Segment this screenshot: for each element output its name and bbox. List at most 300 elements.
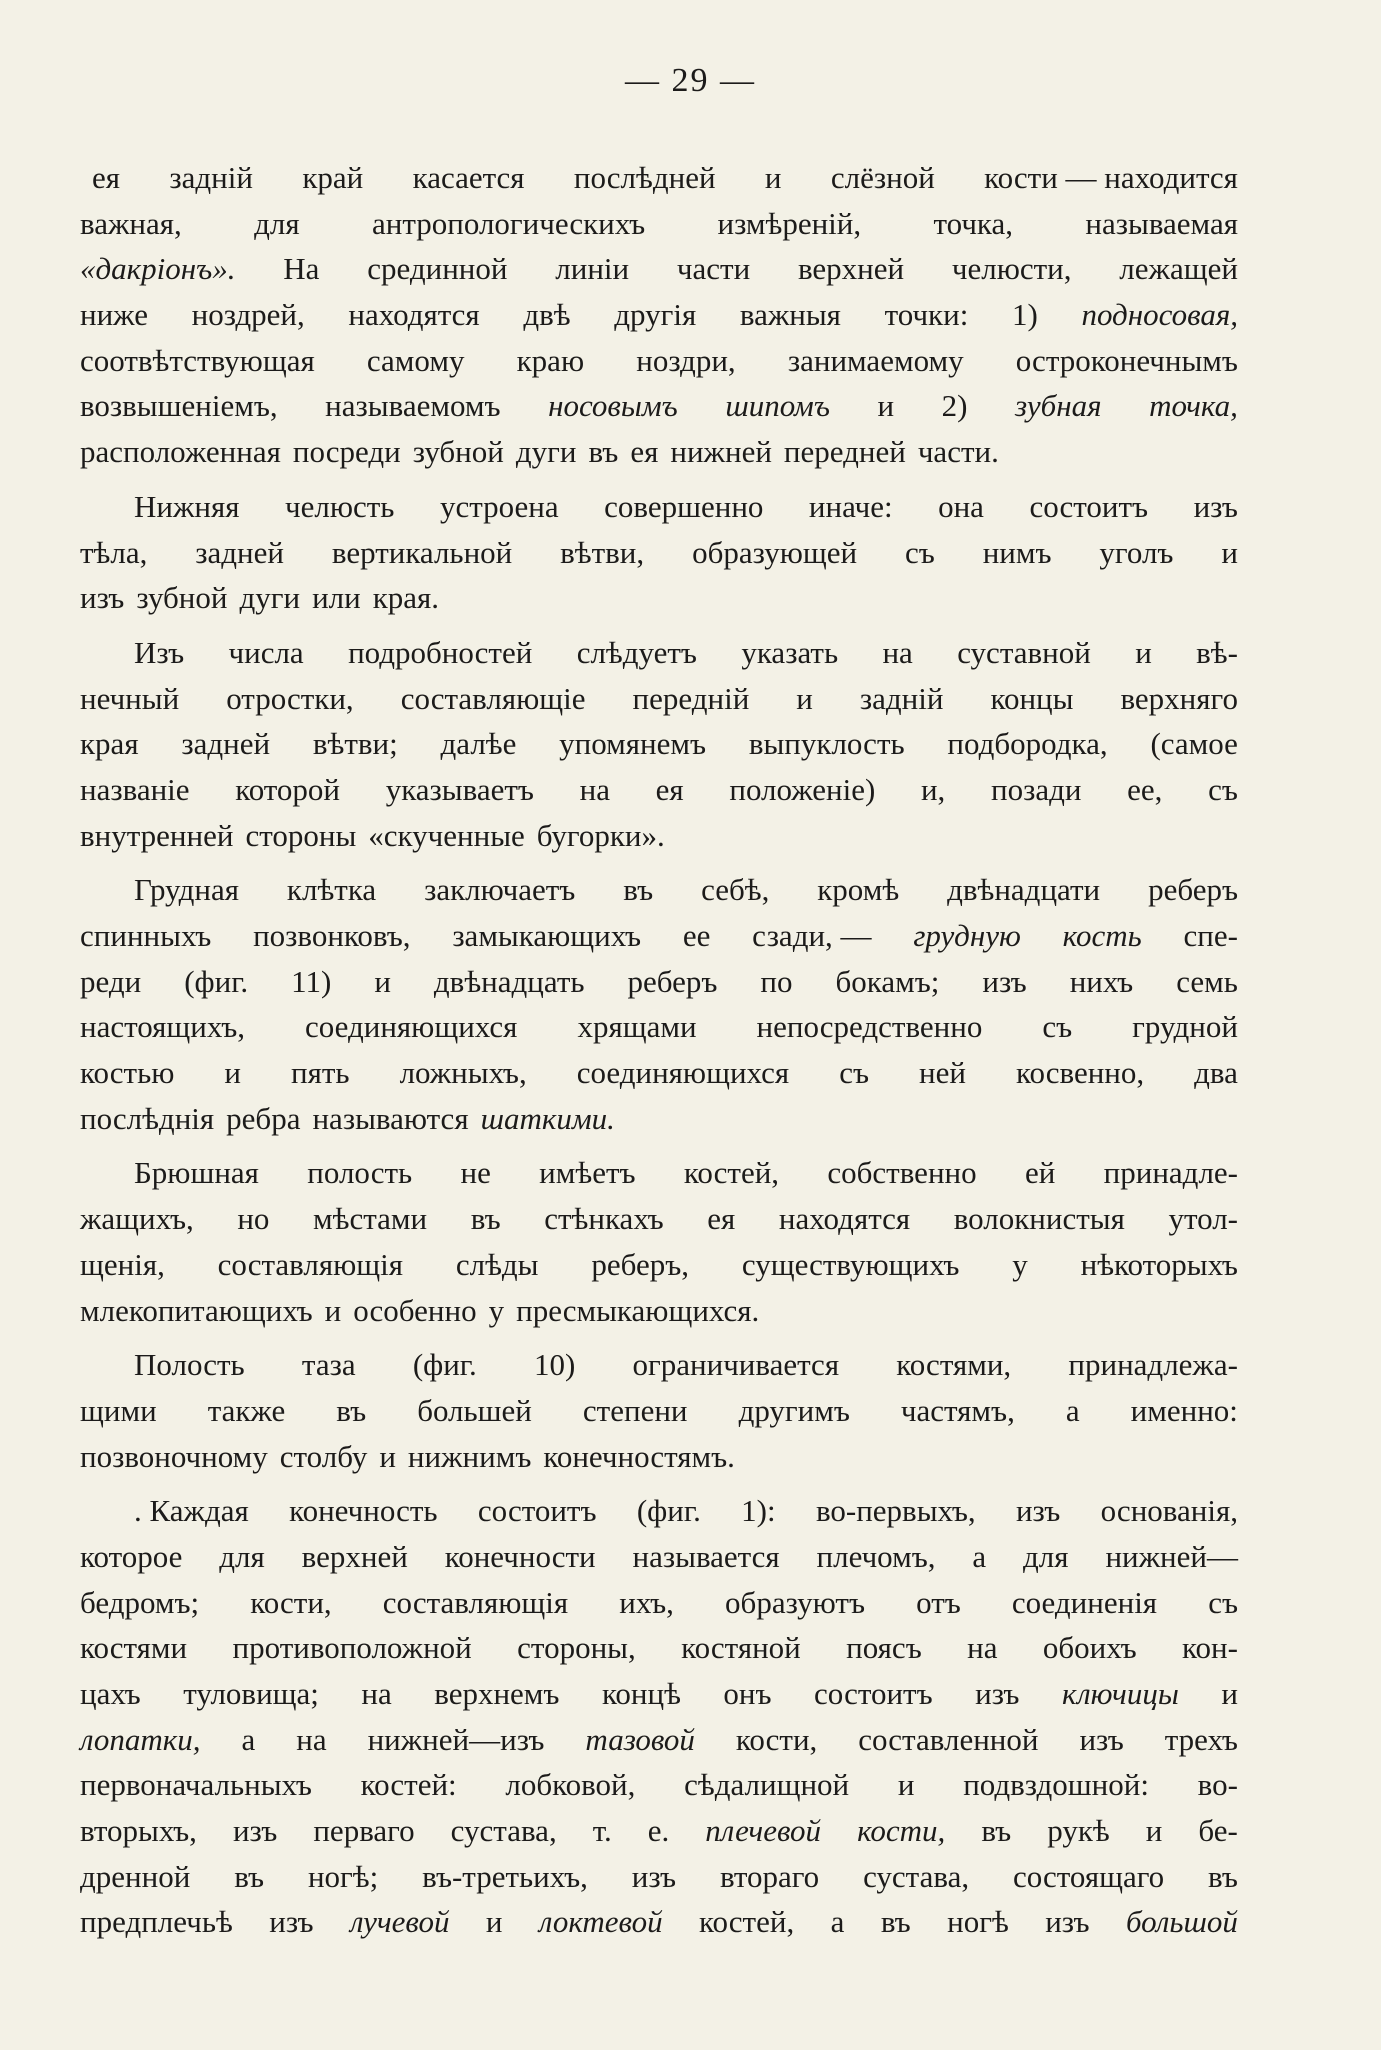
word: большей [417, 1392, 532, 1428]
word: касается [412, 160, 525, 195]
word: заключаетъ [424, 872, 576, 908]
word: для [254, 205, 300, 241]
word: составляющія [217, 1246, 404, 1282]
word: (фиг. [636, 1493, 701, 1529]
word: также [207, 1392, 286, 1428]
text-line [80, 1625, 1238, 1671]
word: посреди [292, 434, 401, 470]
word: нижней— [1105, 1538, 1238, 1574]
word: ключицы [1061, 1676, 1179, 1711]
text-line [80, 1854, 1238, 1900]
word: слѣдуетъ [576, 634, 697, 670]
word: «дакріонъ». [80, 251, 236, 287]
word: называется [632, 1538, 780, 1574]
word: конечностямъ. [543, 1438, 735, 1474]
word: на [296, 1721, 327, 1757]
word: но [237, 1201, 270, 1237]
word: зубной [412, 434, 504, 470]
word: ея [92, 160, 121, 195]
paragraph-gap [80, 1479, 1238, 1488]
word: въ [336, 1392, 367, 1428]
word: «скученные [368, 817, 525, 853]
text-line [80, 1899, 1238, 1945]
word: себѣ, [701, 872, 770, 908]
text-line [80, 913, 1238, 959]
text-line [80, 1388, 1238, 1434]
word: и [324, 1292, 342, 1328]
word: противоположной [232, 1630, 472, 1666]
text-line [80, 1096, 1238, 1142]
word: изъ [232, 1813, 278, 1849]
word: жащихъ, [80, 1201, 194, 1237]
text-line [80, 959, 1238, 1005]
word: имѣетъ [539, 1155, 636, 1191]
word: (самое [1150, 726, 1238, 762]
word: суставной [957, 634, 1091, 670]
word: по [760, 963, 793, 999]
text-line [80, 530, 1238, 576]
text-line [80, 484, 1238, 530]
word: возвышеніемъ, [80, 388, 278, 424]
word: косвенно, [1015, 1055, 1145, 1091]
paragraph-gap [80, 1141, 1238, 1150]
word: находятся [348, 297, 480, 333]
word: находятся [778, 1201, 911, 1237]
word: Полость [134, 1347, 245, 1383]
word: реберъ [1148, 872, 1238, 908]
word: реберъ [627, 963, 718, 999]
word: семь [1176, 963, 1238, 999]
word: верхняго [1120, 680, 1238, 716]
word: конечности [444, 1538, 596, 1574]
word: кости — находится [984, 160, 1238, 195]
word: съ [1042, 1009, 1073, 1045]
word: клѣтка [286, 872, 377, 908]
paragraph-gap [80, 475, 1238, 484]
word: которой [235, 771, 341, 807]
word: сустава, [450, 1813, 557, 1849]
word: полость [307, 1155, 413, 1191]
word: концы [990, 680, 1074, 716]
word: верхней [797, 251, 905, 287]
paragraph [80, 1488, 1238, 1945]
word: срединной [367, 251, 508, 287]
text-line [80, 1434, 1238, 1480]
word: въ [623, 872, 654, 908]
word: на [882, 634, 913, 670]
word: 1): [741, 1493, 776, 1529]
text-line [80, 1150, 1238, 1196]
word: степени [582, 1392, 688, 1428]
word: бедромъ; [80, 1584, 200, 1620]
word: отростки, [226, 680, 354, 716]
word: измѣреній, [717, 205, 862, 241]
word: кромѣ [817, 872, 900, 908]
word: части. [917, 434, 999, 470]
word: тѣла, [80, 534, 148, 570]
word: изъ [1045, 1904, 1090, 1940]
text-line [80, 1342, 1238, 1388]
word: передней [783, 434, 906, 470]
word: для [219, 1538, 265, 1574]
word: въ [880, 1904, 911, 1940]
word: большой [1125, 1904, 1238, 1940]
word: изъ [269, 1904, 314, 1940]
word: кость [1062, 918, 1142, 953]
word: первоначальныхъ [80, 1767, 312, 1803]
word: у [488, 1292, 505, 1328]
word: составленной [858, 1721, 1039, 1757]
word: Изъ [134, 634, 185, 670]
word: края [80, 726, 139, 762]
word: (фиг. [184, 963, 249, 999]
word: Грудная [134, 872, 239, 908]
word: стороны [245, 817, 357, 853]
word: принадле- [1103, 1155, 1238, 1191]
word: во-первыхъ, [815, 1493, 976, 1529]
word: на [579, 771, 610, 807]
word: костей: [360, 1767, 457, 1803]
word: костяной [681, 1630, 801, 1666]
word: т. [592, 1813, 612, 1849]
word: и [1221, 1676, 1238, 1711]
paragraph [80, 484, 1238, 621]
text-line [80, 630, 1238, 676]
text-line [80, 1762, 1238, 1808]
paragraph [80, 867, 1238, 1141]
word: шипомъ [725, 388, 830, 424]
word: на [361, 1676, 392, 1711]
word: на [967, 1630, 998, 1666]
word: ихъ, [619, 1584, 674, 1620]
word: именно: [1130, 1392, 1238, 1428]
word: пресмыкающихся. [516, 1292, 760, 1328]
word: . Каждая [134, 1493, 249, 1529]
paragraph-gap [80, 621, 1238, 630]
word: послѣдней [573, 160, 716, 195]
word: 2) [941, 388, 968, 424]
word: ребра [226, 1100, 301, 1136]
text-line [80, 383, 1238, 429]
word: вѣ- [1196, 634, 1238, 670]
word: втораго [719, 1858, 820, 1894]
word: зубной [136, 580, 228, 616]
word: вертикальной [331, 534, 513, 570]
word: ея [630, 434, 659, 470]
word: ограничивается [632, 1347, 840, 1383]
word: задней [195, 534, 284, 570]
word: въ [588, 434, 619, 470]
paragraph-gap [80, 858, 1238, 867]
word: и [796, 680, 813, 716]
word: дренной [80, 1858, 191, 1894]
word: ногѣ [947, 1904, 1009, 1940]
word: уголъ [1099, 534, 1174, 570]
word: двѣ [523, 297, 571, 333]
word: пять [291, 1055, 350, 1091]
word: спе- [1183, 918, 1238, 953]
word: изъ [80, 580, 125, 616]
word: вѣтви, [560, 534, 645, 570]
word: сѣдалищной [684, 1767, 850, 1803]
text-line [80, 1488, 1238, 1534]
word: костей, [699, 1904, 795, 1940]
word: указываетъ [385, 771, 534, 807]
word: цахъ [80, 1676, 141, 1711]
word: кости, [857, 1813, 946, 1849]
word: упомянемъ [559, 726, 707, 762]
word: подносовая, [1081, 297, 1238, 333]
word: кости, [735, 1721, 818, 1757]
word: нихъ [1069, 963, 1134, 999]
word: ее, [1127, 771, 1163, 807]
text-line [80, 1717, 1238, 1763]
word: составляющія [382, 1584, 569, 1620]
word: верхней [301, 1538, 408, 1574]
word: сустава, [863, 1858, 970, 1894]
word: занимаемому [787, 342, 964, 378]
paragraph [80, 1342, 1238, 1479]
word: 11) [291, 963, 332, 999]
word: щими [80, 1392, 157, 1428]
text-line [80, 201, 1238, 247]
body-text [80, 155, 1238, 1945]
word: концѣ [601, 1676, 681, 1711]
word: ей [1024, 1155, 1056, 1191]
word: принадлежа- [1068, 1347, 1238, 1383]
word: далѣе [440, 726, 517, 762]
word: въ [1208, 1858, 1238, 1894]
word: устроена [439, 488, 559, 524]
word: соединяющихся [576, 1055, 790, 1091]
word: изъ [1079, 1721, 1124, 1757]
word: изъ [982, 963, 1027, 999]
word: краю [516, 342, 585, 378]
word: кости, [250, 1584, 332, 1620]
word: и, [920, 771, 946, 807]
paragraph-gap [80, 1333, 1238, 1342]
word: костей, [683, 1155, 780, 1191]
word: выпуклость [748, 726, 905, 762]
word: частямъ, [900, 1392, 1015, 1428]
word: другія [614, 297, 697, 333]
word: костями, [896, 1347, 1012, 1383]
word: съ [1208, 771, 1238, 807]
word: а [830, 1904, 845, 1940]
word: вѣтви; [312, 726, 398, 762]
word: иначе: [808, 488, 893, 524]
word: называемая [1085, 205, 1238, 241]
text-line [80, 1671, 1238, 1717]
word: нимъ [982, 534, 1052, 570]
word: перваго [313, 1813, 415, 1849]
word: вторыхъ, [80, 1813, 197, 1849]
word: образующей [692, 534, 858, 570]
word: 10) [534, 1347, 576, 1383]
word: туловища; [183, 1676, 319, 1711]
word: линіи [555, 251, 630, 287]
word: конечность [289, 1493, 438, 1529]
word: въ [470, 1201, 501, 1237]
word: грудной [1132, 1009, 1238, 1045]
word: называемомъ [325, 388, 501, 424]
text-line [80, 1288, 1238, 1334]
word: нѣкоторыхъ [1080, 1246, 1238, 1282]
word: положеніе) [729, 771, 876, 807]
word: точка, [1149, 388, 1238, 424]
word: На [283, 251, 320, 287]
word: подробностей [348, 634, 533, 670]
word: въ-третьихъ, [422, 1858, 588, 1894]
text-line [80, 1196, 1238, 1242]
word: позади [990, 771, 1082, 807]
text-line [80, 1050, 1238, 1096]
word: щенія, [80, 1246, 165, 1282]
word: она [938, 488, 984, 524]
paragraph [80, 155, 1238, 475]
text-line [80, 429, 1238, 475]
word: состоитъ [814, 1676, 933, 1711]
text-line [80, 813, 1238, 859]
text-line [80, 1808, 1238, 1854]
word: а [241, 1721, 256, 1757]
text-line [80, 1004, 1238, 1050]
word: (фиг. [412, 1347, 477, 1383]
word: самому [366, 342, 465, 378]
word: края. [372, 580, 440, 616]
word: поясъ [846, 1630, 922, 1666]
word: и [379, 1438, 396, 1474]
word: бе- [1198, 1813, 1238, 1849]
word: костью [80, 1055, 175, 1091]
word: ноздрей, [191, 297, 305, 333]
word: основанія, [1100, 1493, 1238, 1529]
word: дуги [515, 434, 577, 470]
word: не [460, 1155, 491, 1191]
word: сзади, — [752, 918, 872, 953]
word: настоящихъ, [80, 1009, 245, 1045]
word: тазовой [585, 1721, 695, 1757]
word: и [485, 1904, 503, 1940]
text-line [80, 155, 1238, 201]
word: замыкающихъ [452, 918, 642, 953]
word: позвонковъ, [253, 918, 411, 953]
word: ее [682, 918, 711, 953]
word: ниже [80, 297, 148, 333]
word: бокамъ; [835, 963, 940, 999]
word: челюсть [285, 488, 395, 524]
word: стороны, [517, 1630, 636, 1666]
word: реберъ, [591, 1246, 690, 1282]
word: съ [904, 534, 935, 570]
word: нижней—изъ [367, 1721, 545, 1757]
word: состоитъ [1029, 488, 1149, 524]
text-line [80, 867, 1238, 913]
word: млекопитающихъ [80, 1292, 313, 1328]
word: зубная [1014, 388, 1102, 424]
word: послѣднія [80, 1100, 215, 1136]
word: обоихъ [1042, 1630, 1137, 1666]
word: трехъ [1164, 1721, 1238, 1757]
word: и [1145, 1813, 1163, 1849]
word: реди [80, 963, 142, 999]
word: Нижняя [134, 488, 240, 524]
paragraph [80, 1150, 1238, 1333]
word: кон- [1182, 1630, 1238, 1666]
page-number: — 29 — [625, 62, 756, 99]
word: и [1135, 634, 1152, 670]
word: изъ [1193, 488, 1238, 524]
word: двѣнадцать [433, 963, 585, 999]
word: у [1012, 1246, 1028, 1282]
word: указать [741, 634, 839, 670]
word: въ [981, 1813, 1012, 1849]
word: и [374, 963, 391, 999]
text-line [80, 1534, 1238, 1580]
word: рукѣ [1047, 1813, 1110, 1849]
word: соединяющихся [304, 1009, 518, 1045]
word: шаткими. [480, 1100, 615, 1136]
word: задній [169, 160, 253, 195]
text-line [80, 1580, 1238, 1626]
word: бугорки». [536, 817, 665, 853]
word: называются [312, 1100, 469, 1136]
word: въ [234, 1858, 265, 1894]
text-line [80, 575, 1238, 621]
word: Брюшная [134, 1155, 259, 1191]
word: и [764, 160, 782, 195]
word: названіе [80, 771, 190, 807]
word: лучевой [350, 1904, 450, 1940]
word: особенно [353, 1292, 477, 1328]
word: съ [839, 1055, 869, 1091]
word: а [972, 1538, 987, 1574]
word: изъ [631, 1858, 677, 1894]
word: е. [647, 1813, 670, 1849]
paragraph [80, 630, 1238, 858]
word: части [676, 251, 751, 287]
word: предплечьѣ [80, 1904, 233, 1940]
word: съ [1208, 1584, 1238, 1620]
word: дуги [239, 580, 301, 616]
word: локтевой [538, 1904, 663, 1940]
word: стѣнкахъ [544, 1201, 664, 1237]
word: и [897, 1767, 915, 1803]
word: и [1221, 534, 1238, 570]
word: мѣстами [313, 1201, 428, 1237]
word: ея [707, 1201, 736, 1237]
word: плечевой [705, 1813, 822, 1849]
word: задній [859, 680, 944, 716]
word: антропологическихъ [372, 205, 646, 241]
word: подвздошной: [963, 1767, 1149, 1803]
word: другимъ [738, 1392, 850, 1428]
word: совершенно [604, 488, 764, 524]
word: таза [301, 1347, 356, 1383]
word: два [1194, 1055, 1238, 1091]
word: онъ [723, 1676, 772, 1711]
word: изъ [975, 1676, 1020, 1711]
text-line [80, 676, 1238, 722]
word: верхнемъ [434, 1676, 560, 1711]
word: челюсти, [951, 251, 1072, 287]
word: и [224, 1055, 241, 1091]
text-line [80, 1242, 1238, 1288]
word: лежащей [1119, 251, 1238, 287]
word: отъ [916, 1584, 961, 1620]
word: 1) [1011, 297, 1038, 333]
word: изъ [1015, 1493, 1061, 1529]
